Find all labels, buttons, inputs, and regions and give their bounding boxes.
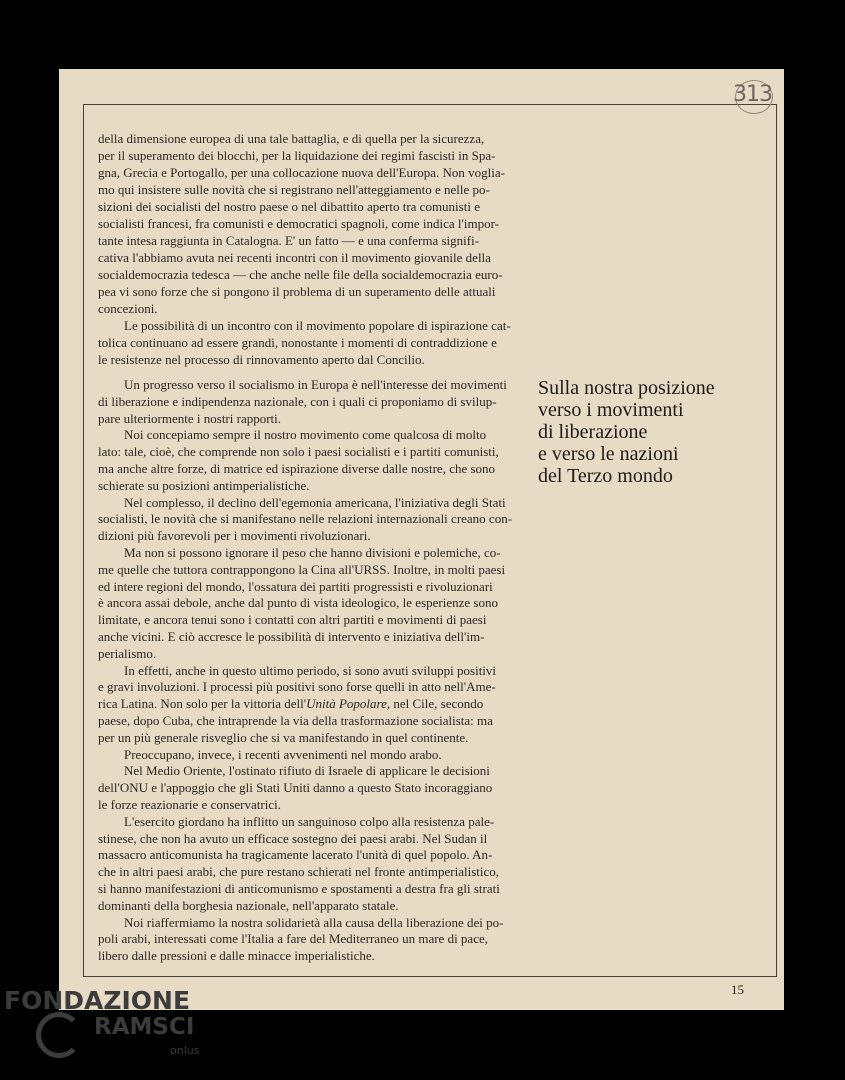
text-line: socialdemocrazia tedesca — che anche nelle file della socialdemocrazia euro- — [98, 267, 503, 282]
text-line: anche vicini. E ciò accresce le possibilità di intervento e iniziativa dell'im- — [98, 629, 485, 644]
text-line: Le possibilità di un incontro con il movimento popolare di ispirazione cat- — [124, 318, 511, 333]
text-line: stinese, che non ha avuto un efficace sostegno dei paesi arabi. Nel Sudan il — [98, 830, 488, 846]
text-line: Noi riaffermiamo la nostra solidarietà alla causa della liberazione dei po- — [124, 914, 504, 930]
text-line: perialismo. — [98, 645, 157, 661]
text-line: le forze reazionarie e conservatrici. — [98, 797, 281, 812]
text-line: poli arabi, interessati come l'Italia a fare del Mediterraneo un mare di pace, — [98, 931, 488, 947]
text-line: Noi concepiamo sempre il nostro movimento come qualcosa di molto — [124, 427, 487, 443]
text-line: schierate su posizioni antimperialistiche. — [98, 477, 310, 493]
sidebar-title — [538, 377, 715, 487]
text-line: si hanno manifestazioni di anticomunismo e spostamenti a destra fra gli strati — [98, 881, 500, 896]
text-line: Ma non si possono ignorare il peso che hanno divisioni e polemiche, co- — [124, 545, 501, 560]
page-number: 15 — [731, 982, 744, 997]
text-line: me quelle che tuttora contrappongono la Cina all'URSS. Inoltre, in molti paesi — [98, 561, 506, 577]
party-name-italic: Unità Popolare, — [306, 696, 391, 712]
text-line: che in altri paesi arabi, che pure restano schierati nel fronte antimperialistico, — [98, 864, 500, 880]
text-line: L'esercito giordano ha inflitto un sanguinoso colpo alla resistenza pale- — [124, 813, 495, 829]
text-line: lato: tale, cioè, che comprende non solo i paesi socialisti e i partiti comunisti, — [98, 444, 499, 460]
sidebar-title-line: Sulla nostra posizione — [538, 377, 715, 399]
watermark-g-logo-icon — [36, 1012, 82, 1058]
text-line: Un progresso verso il socialismo in Europa è nell'interesse dei movimenti — [124, 377, 507, 392]
text-line: gna, Grecia e Portogallo, per una collocazione nuova dell'Europa. Non voglia- — [98, 165, 506, 180]
sidebar-title-line: e verso le nazioni — [538, 443, 679, 465]
sidebar-title-line: del Terzo mondo — [538, 465, 673, 487]
text-line: concezioni. — [98, 301, 158, 316]
text-line — [98, 695, 483, 712]
text-line: socialisti francesi, fra comunisti e democratici spagnoli, come indica l'impor- — [98, 216, 499, 231]
text-line: ed intere regioni del mondo, l'ossatura dei partiti progressisti e rivoluzionari — [98, 578, 493, 594]
archive-stamp: 313 — [733, 82, 772, 107]
text-line: pare ulteriormente i nostri rapporti. — [98, 410, 282, 426]
text-line: pea vi sono forze che si pongono il problema di un superamento delle attuali — [98, 284, 496, 299]
watermark-gramsci: RAMSCI — [94, 1014, 195, 1040]
text-line: e gravi involuzioni. I processi più positivi sono forse quelli in atto nell'Ame- — [98, 679, 496, 695]
watermark-fondazione: FONDAZIONE — [4, 986, 191, 1015]
text-line: Nel Medio Oriente, l'ostinato rifiuto di Israele di applicare le decisioni — [124, 763, 490, 779]
text-line: socialisti, le novità che si manifestano nelle relazioni internazionali creano con- — [98, 511, 513, 527]
text-line: dell'ONU e l'appoggio che gli Stati Uniti danno a questo Stato incoraggiano — [98, 780, 493, 796]
text-line: della dimensione europea di una tale battaglia, e di quella per la sicurezza, — [98, 131, 485, 146]
text-line: In effetti, anche in questo ultimo periodo, si sono avuti sviluppi positivi — [124, 662, 497, 678]
text-line: per il superamento dei blocchi, per la liquidazione dei regimi fascisti in Spa- — [98, 148, 496, 163]
text-line: Nel complesso, il declino dell'egemonia americana, l'iniziativa degli Stati — [124, 494, 506, 510]
text-line: per un più generale risveglio che si va manifestando in quel continente. — [98, 729, 469, 745]
sidebar-title-line: di liberazione — [538, 421, 648, 443]
text-line: Preoccupano, invece, i recenti avvenimenti nel mondo arabo. — [124, 746, 442, 762]
text-line: tolica continuano ad essere grandi, nonostante i momenti di contraddizione e — [98, 335, 497, 350]
text-line: ma anche altre forze, di matrice ed ispirazione diverse dalle nostre, che sono — [98, 461, 496, 476]
text-line: è ancora assai debole, anche dal punto di vista ideologico, le esperienze sono — [98, 595, 498, 611]
text-line: massacro anticomunista ha tragicamente lacerato l'unità di quel popolo. An- — [98, 847, 493, 863]
text-line: libero dalle pressioni e dalle minacce imperialistiche. — [98, 948, 375, 964]
text-line: tante intesa raggiunta in Catalogna. E' un fatto — e una conferma signifi- — [98, 233, 480, 248]
text-line: sizioni dei socialisti del nostro paese o nel dibattito aperto tra comunisti e — [98, 199, 480, 214]
text-line: le resistenze nel processo di rinnovamento aperto dal Concilio. — [98, 352, 425, 367]
text-line: cativa l'abbiamo avuta nei recenti incontri con il movimento giovanile della — [98, 250, 491, 265]
text-line: dizioni più favorevoli per i movimenti rivoluzionari. — [98, 528, 371, 544]
text-fragment: rica Latina. Non solo per la vittoria dell' — [98, 696, 307, 712]
watermark-onlus: onlus — [170, 1044, 200, 1057]
text-line: mo qui insistere sulle novità che si registrano nell'atteggiamento e nelle po- — [98, 182, 490, 197]
text-fragment: nel Cile, secondo — [390, 696, 484, 712]
text-line: di liberazione e indipendenza nazionale, con i quali ci proponiamo di svilup- — [98, 393, 497, 409]
text-line: paese, dopo Cuba, che intraprende la via della trasformazione socialista: ma — [98, 713, 493, 728]
sidebar-title-line: verso i movimenti — [538, 399, 684, 421]
text-line: limitate, e ancora tenui sono i contatti con altri partiti e movimenti di paesi — [98, 612, 487, 628]
text-line: dominanti della borghesia nazionale, nell'apparato statale. — [98, 897, 399, 913]
